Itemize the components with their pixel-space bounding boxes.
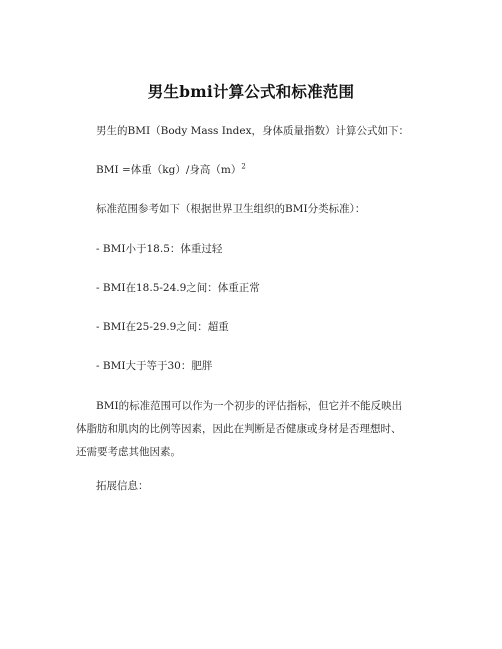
formula-text: BMI =体重（kg）/身高（m） [96,164,242,176]
note-line: 体脂肪和肌肉的比例等因素，因此在判断是否健康或身材是否理想时、 [76,423,402,435]
formula-exponent: 2 [241,162,246,171]
document-title: 男生bmi计算公式和标准范围 [147,82,355,101]
range-item: - BMI大于等于30：肥胖 [96,360,213,372]
range-item: - BMI小于18.5：体重过轻 [96,243,223,255]
note-line: BMI的标准范围可以作为一个初步的评估指标，但它并不能反映出 [96,400,403,412]
note-paragraph [76,395,428,464]
formula-paragraph [96,163,246,177]
extension-label: 拓展信息： [96,480,149,492]
note-line: 还需要考虑其他因素。 [76,446,181,458]
intro-paragraph: 男生的BMI（Body Mass Index，身体质量指数）计算公式如下： [96,125,410,137]
range-item: - BMI在18.5-24.9之间：体重正常 [96,282,260,294]
standard-intro-paragraph: 标准范围参考如下（根据世界卫生组织的BMI分类标准）： [96,203,366,215]
range-item: - BMI在25-29.9之间：超重 [96,321,229,333]
